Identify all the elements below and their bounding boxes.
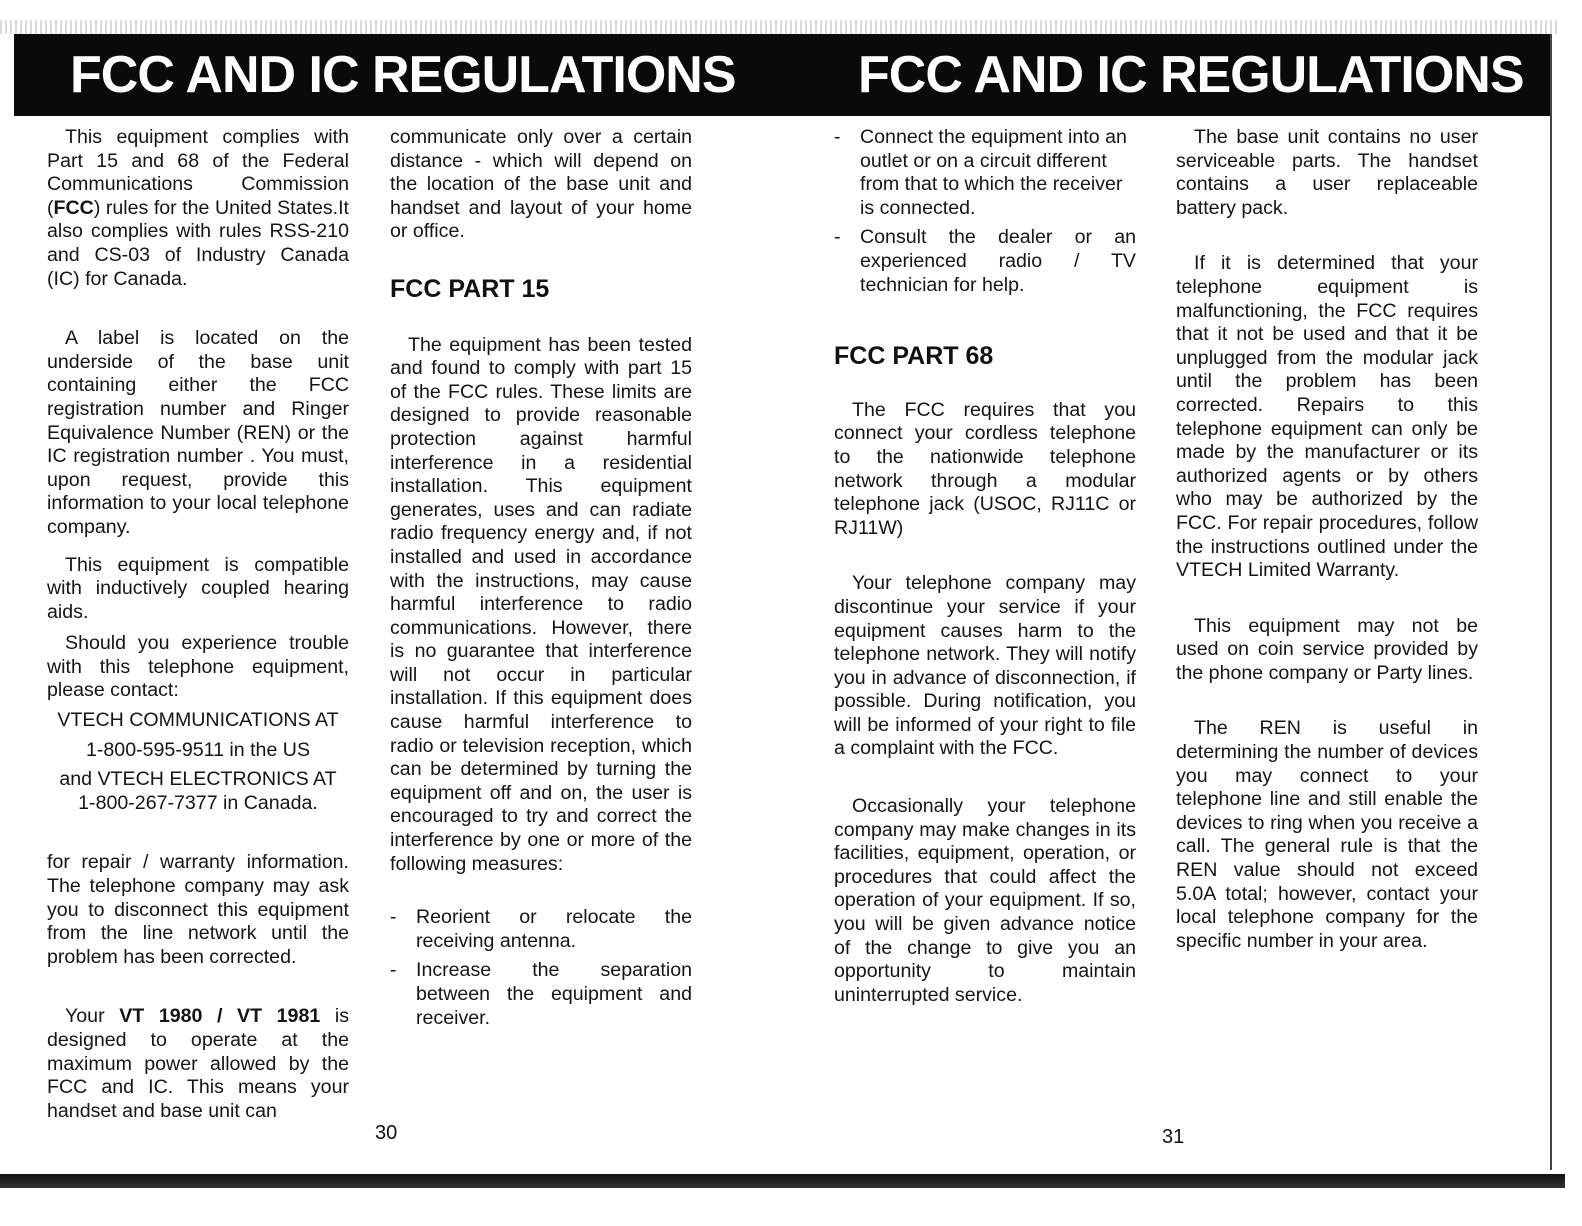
dash-marker: -: [834, 126, 841, 148]
column-4: [1176, 126, 1478, 953]
label-paragraph: A label is located on the underside of the base unit containing either the FCC registration number and Ringer Equivalence Number (REN) or the IC registration number . You must, upon request, provide this information to your local telephone company.: [47, 327, 349, 538]
column-1: [47, 126, 349, 1123]
measure-text-1: Reorient or relocate the receiving antenna.: [416, 906, 692, 952]
dash-marker: -: [834, 226, 841, 249]
column-2: [390, 126, 692, 1030]
measure-item-3: [834, 126, 1136, 220]
distance-paragraph: communicate only over a certain distance - which will depend on the location of the base unit and handset and layout of your home or office.: [390, 126, 692, 243]
measure-item-4: [834, 226, 1136, 297]
hearing-aid-paragraph: This equipment is compatible with inductively coupled hearing aids.: [47, 553, 349, 623]
measure-text-3: Connect the equipment into an outlet or on a circuit different from that to which the receiver is connected.: [860, 126, 1127, 219]
measure-text-2: Increase the separation between the equipment and receiver.: [416, 959, 692, 1029]
measure-item-2: [390, 959, 692, 1030]
model-name: VT 1980 / VT 1981: [119, 1005, 321, 1028]
power-paragraph: [47, 1005, 349, 1123]
compliance-text-bold: FCC: [53, 196, 94, 219]
measure-item-1: [390, 906, 692, 953]
page-right-edge: [1550, 34, 1552, 1170]
fcc-part-68-heading: FCC PART 68: [834, 342, 994, 371]
left-page-title: FCC AND IC REGULATIONS: [70, 46, 736, 104]
right-page-title: FCC AND IC REGULATIONS: [858, 46, 1524, 104]
ren-paragraph: The REN is useful in determining the number of devices you may connect to your telephone line and still enable the devices to ring when you receive a call. The general rule is that the REN value should not exceed 5.0A total; however, contact your local telephone company for the specific number in your area.: [1176, 717, 1478, 952]
fcc-part-15-heading: FCC PART 15: [390, 274, 550, 303]
malfunction-paragraph: If it is determined that your telephone equipment is malfunctioning, the FCC requires that it not be used and that it be unplugged from the modular jack until the problem has been corrected. Repairs to this telephone equipment can only be made by the manufacturer or its authorized agents or by others who may be authorized by the FCC. For repair procedures, follow the instructions outlined under the VTECH Limited Warranty.: [1176, 252, 1478, 582]
power-text-b: is designed to operate at the maximum power allowed by the FCC and IC. This means your handset and base unit can: [47, 1005, 349, 1122]
serviceable-parts-paragraph: The base unit contains no user serviceable parts. The handset contains a user replaceable battery pack.: [1176, 126, 1478, 219]
contact-line-4: 1-800-267-7377 in Canada.: [78, 791, 318, 814]
column-3: [834, 126, 1136, 1007]
right-page-number: 31: [1162, 1126, 1185, 1148]
contact-line-2: 1-800-595-9511 in the US: [85, 738, 311, 761]
measure-text-4: Consult the dealer or an experienced radio / TV technician for help.: [860, 226, 1136, 296]
changes-paragraph: Occasionally your telephone company may make changes in its facilities, equipment, operation, or procedures that could affect the operation of your equipment. If so, you will be given advance notice of the change to give you an opportunity to maintain uninterrupted service.: [834, 795, 1136, 1006]
part-15-paragraph: The equipment has been tested and found to comply with part 15 of the FCC rules. These limits are designed to provide reasonable protection against harmful interference in a residential installation. This equipment generates, uses and can radiate radio frequency energy and, if not installed and used in accordance with the instructions, may cause harmful interference to radio communications. However, there is no guarantee that interference will not occur in particular installation. If this equipment does cause harmful interference to radio or television reception, which can be determined by turning the equipment off and on, the user is encouraged to try and correct the interference by one or more of the following measures:: [390, 333, 692, 875]
part-68-requirement-paragraph: The FCC requires that you connect your cordless telephone to the nationwide telephone network through a modular telephone jack (USOC, RJ11C or RJ11W): [834, 398, 1136, 539]
contact-line-1: VTECH COMMUNICATIONS AT: [57, 709, 339, 732]
repair-paragraph: for repair / warranty information. The telephone company may ask you to disconnect this equipment from the line network until the problem has been corrected.: [47, 851, 349, 968]
dash-marker: -: [390, 906, 397, 929]
power-text-a: Your: [65, 1005, 120, 1028]
compliance-text-a: This equipment complies with Part 15 and 68 of the Federal Communications Commission (: [47, 126, 349, 219]
left-page-number: 30: [375, 1122, 398, 1144]
discontinue-service-paragraph: Your telephone company may discontinue your service if your equipment causes harm to the telephone network. They will notify you in advance of disconnection, if possible. During notification, you will be informed of your right to file a complaint with the FCC.: [834, 572, 1136, 760]
coin-service-paragraph: This equipment may not be used on coin service provided by the phone company or Party lines.: [1176, 614, 1478, 684]
trouble-paragraph: Should you experience trouble with this telephone equipment, please contact:: [47, 632, 349, 702]
scan-bottom-edge: [0, 1174, 1565, 1188]
right-page-title-banner: [784, 34, 1552, 116]
scan-top-edge: [0, 20, 1560, 34]
compliance-paragraph: [47, 126, 349, 291]
dash-marker: -: [390, 959, 397, 982]
contact-line-3: and VTECH ELECTRONICS AT: [59, 768, 337, 791]
compliance-text-b: ) rules for the United States.It also complies with rules RSS-210 and CS-03 of Industry Canada (IC) for Canada.: [47, 196, 349, 290]
left-page-title-banner: [14, 34, 784, 116]
